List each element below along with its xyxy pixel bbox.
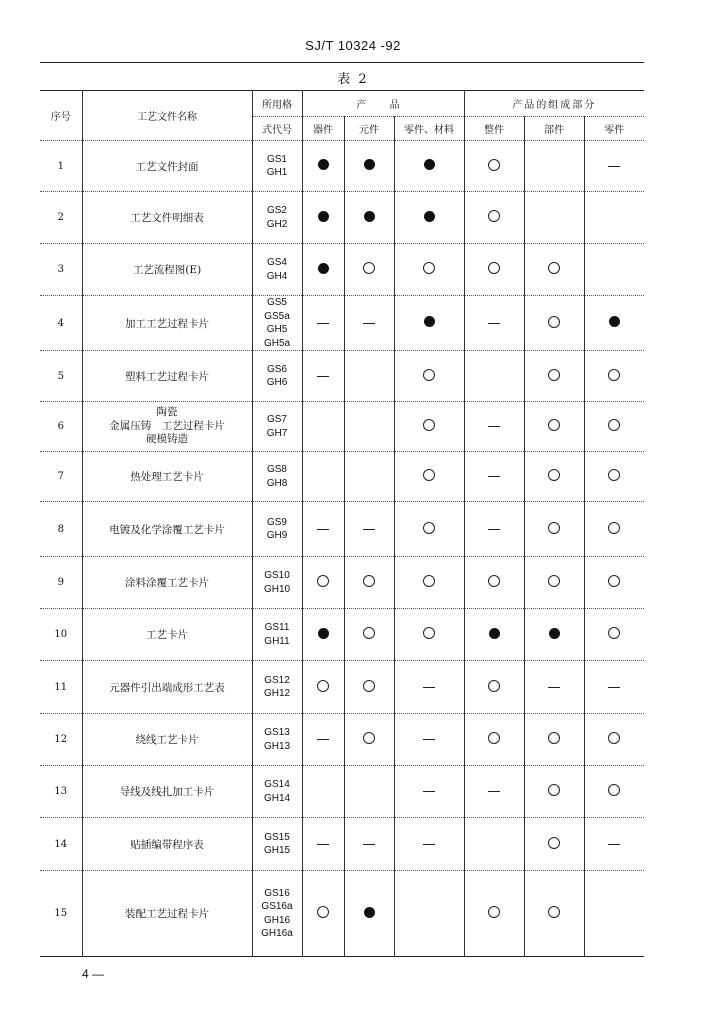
document-name: 装配工艺过程卡片 <box>82 871 252 957</box>
filled-circle-icon <box>549 628 560 639</box>
dash-icon <box>363 323 375 324</box>
format-codes <box>252 871 302 957</box>
applicability-cell <box>302 244 344 296</box>
table-row <box>40 766 644 818</box>
col-subassembly: 部件 <box>524 117 584 141</box>
format-code: GS13 <box>264 727 290 738</box>
col-name: 工艺文件名称 <box>82 91 252 141</box>
dash-icon <box>488 529 500 530</box>
applicability-cell <box>302 766 344 818</box>
applicability-cell <box>524 192 584 244</box>
applicability-cell <box>464 351 524 402</box>
applicability-cell <box>464 402 524 452</box>
applicability-cell <box>302 714 344 766</box>
col-group-product: 产 品 <box>302 91 464 117</box>
applicability-cell <box>464 609 524 661</box>
row-number: 15 <box>40 871 82 957</box>
dash-icon <box>317 529 329 530</box>
filled-circle-icon <box>609 316 620 327</box>
applicability-cell <box>394 351 464 402</box>
applicability-cell <box>524 609 584 661</box>
format-codes <box>252 452 302 502</box>
row-number: 13 <box>40 766 82 818</box>
format-code: GS9 <box>266 516 287 528</box>
document-name <box>82 402 252 452</box>
format-code: GS7 <box>266 414 287 425</box>
table-body <box>40 141 644 957</box>
open-circle-icon <box>488 159 500 171</box>
col-part-material: 零件、材料 <box>394 117 464 141</box>
applicability-cell <box>302 871 344 957</box>
format-code: GS14 <box>264 779 290 790</box>
applicability-cell <box>394 502 464 557</box>
applicability-cell <box>394 244 464 296</box>
table-row <box>40 244 644 296</box>
applicability-cell <box>394 452 464 502</box>
applicability-cell <box>584 714 644 766</box>
applicability-cell <box>344 502 394 557</box>
table-row <box>40 452 644 502</box>
applicability-cell <box>344 192 394 244</box>
applicability-cell <box>464 244 524 296</box>
open-circle-icon <box>363 680 375 692</box>
page-number: 4 — <box>82 967 105 981</box>
applicability-cell <box>302 609 344 661</box>
open-circle-icon <box>548 575 560 587</box>
applicability-cell <box>464 192 524 244</box>
format-codes <box>252 609 302 661</box>
format-code: GH12 <box>263 688 291 699</box>
open-circle-icon <box>608 469 620 481</box>
open-circle-icon <box>363 262 375 274</box>
open-circle-icon <box>317 906 329 918</box>
format-codes <box>252 557 302 609</box>
table-row <box>40 661 644 714</box>
filled-circle-icon <box>364 211 375 222</box>
document-name: 塑料工艺过程卡片 <box>82 351 252 402</box>
row-number: 9 <box>40 557 82 609</box>
format-code: GH11 <box>264 635 290 647</box>
header-row-1 <box>40 91 644 117</box>
applicability-cell <box>524 714 584 766</box>
dash-icon <box>423 844 435 845</box>
format-code: GH15 <box>263 845 291 856</box>
applicability-cell <box>464 452 524 502</box>
applicability-cell <box>524 141 584 192</box>
dash-icon <box>488 426 500 427</box>
applicability-cell <box>464 502 524 557</box>
col-group-parts: 产品的组成部分 <box>464 91 644 117</box>
filled-circle-icon <box>364 159 375 170</box>
format-code: GS1 <box>266 153 287 165</box>
open-circle-icon <box>488 210 500 222</box>
format-code: GH9 <box>266 530 288 541</box>
applicability-cell <box>302 296 344 351</box>
open-circle-icon <box>363 575 375 587</box>
open-circle-icon <box>488 680 500 692</box>
dash-icon <box>363 844 375 845</box>
applicability-cell <box>302 141 344 192</box>
open-circle-icon <box>548 906 560 918</box>
format-codes <box>252 192 302 244</box>
table-row <box>40 296 644 351</box>
document-name: 热处理工艺卡片 <box>82 452 252 502</box>
filled-circle-icon <box>424 211 435 222</box>
dash-icon <box>317 739 329 740</box>
format-code: GH8 <box>266 477 288 489</box>
format-code: GS5a <box>264 310 290 322</box>
format-codes <box>252 714 302 766</box>
table-row <box>40 609 644 661</box>
process-document-table <box>40 90 644 957</box>
document-name: 加工工艺过程卡片 <box>82 296 252 351</box>
open-circle-icon <box>423 522 435 534</box>
row-number: 6 <box>40 402 82 452</box>
applicability-cell <box>394 661 464 714</box>
applicability-cell <box>344 557 394 609</box>
applicability-cell <box>524 557 584 609</box>
applicability-cell <box>524 452 584 502</box>
filled-circle-icon <box>424 316 435 327</box>
applicability-cell <box>464 141 524 192</box>
applicability-cell <box>584 557 644 609</box>
applicability-cell <box>344 661 394 714</box>
open-circle-icon <box>608 419 620 431</box>
format-code: GH1 <box>266 167 288 178</box>
open-circle-icon <box>608 784 620 796</box>
applicability-cell <box>524 402 584 452</box>
open-circle-icon <box>608 575 620 587</box>
row-number: 1 <box>40 141 82 192</box>
applicability-cell <box>584 192 644 244</box>
col-assembly: 整件 <box>464 117 524 141</box>
table-row <box>40 871 644 957</box>
format-code: GH14 <box>263 792 291 804</box>
format-code: GH16a <box>261 928 293 939</box>
applicability-cell <box>344 244 394 296</box>
document-name: 工艺卡片 <box>82 609 252 661</box>
row-number: 4 <box>40 296 82 351</box>
applicability-cell <box>394 818 464 871</box>
applicability-cell <box>394 402 464 452</box>
applicability-cell <box>464 818 524 871</box>
applicability-cell <box>394 296 464 351</box>
open-circle-icon <box>423 627 435 639</box>
table-row <box>40 141 644 192</box>
applicability-cell <box>394 192 464 244</box>
filled-circle-icon <box>318 628 329 639</box>
applicability-cell <box>344 402 394 452</box>
format-code: GS16a <box>261 901 293 912</box>
dash-icon <box>488 476 500 477</box>
applicability-cell <box>344 609 394 661</box>
dash-icon <box>488 323 500 324</box>
open-circle-icon <box>488 262 500 274</box>
format-code: GS5 <box>266 297 287 308</box>
format-code: GS6 <box>266 363 287 375</box>
dash-icon <box>608 166 620 167</box>
row-number: 5 <box>40 351 82 402</box>
dash-icon <box>423 739 435 740</box>
applicability-cell <box>302 452 344 502</box>
col-seq: 序号 <box>40 91 82 141</box>
applicability-cell <box>302 351 344 402</box>
row-number: 14 <box>40 818 82 871</box>
col-code-line1: 所用格 <box>252 91 302 117</box>
row-number: 11 <box>40 661 82 714</box>
document-name: 工艺流程图(E) <box>82 244 252 296</box>
format-codes <box>252 296 302 351</box>
applicability-cell <box>584 244 644 296</box>
open-circle-icon <box>423 469 435 481</box>
applicability-cell <box>394 871 464 957</box>
document-name-line: 金属压铸 工艺过程卡片 <box>109 419 225 432</box>
format-codes <box>252 141 302 192</box>
document-name: 电镀及化学涂覆工艺卡片 <box>82 502 252 557</box>
dash-icon <box>548 687 560 688</box>
open-circle-icon <box>423 369 435 381</box>
open-circle-icon <box>363 627 375 639</box>
applicability-cell <box>344 714 394 766</box>
format-code: GS8 <box>266 464 287 475</box>
open-circle-icon <box>363 732 375 744</box>
format-codes <box>252 502 302 557</box>
table-row <box>40 192 644 244</box>
table-row <box>40 402 644 452</box>
document-name: 涂料涂覆工艺卡片 <box>82 557 252 609</box>
open-circle-icon <box>608 627 620 639</box>
col-code-line2: 式代号 <box>252 117 302 141</box>
format-codes <box>252 244 302 296</box>
open-circle-icon <box>608 522 620 534</box>
col-component: 元件 <box>344 117 394 141</box>
applicability-cell <box>584 818 644 871</box>
format-code: GS4 <box>266 257 287 268</box>
dash-icon <box>423 791 435 792</box>
open-circle-icon <box>488 732 500 744</box>
applicability-cell <box>302 402 344 452</box>
open-circle-icon <box>548 784 560 796</box>
document-name: 工艺文件封面 <box>82 141 252 192</box>
applicability-cell <box>584 661 644 714</box>
format-codes <box>252 351 302 402</box>
applicability-cell <box>344 818 394 871</box>
applicability-cell <box>464 557 524 609</box>
applicability-cell <box>584 609 644 661</box>
filled-circle-icon <box>424 159 435 170</box>
applicability-cell <box>584 296 644 351</box>
dash-icon <box>363 529 375 530</box>
applicability-cell <box>524 244 584 296</box>
applicability-cell <box>464 714 524 766</box>
applicability-cell <box>302 192 344 244</box>
applicability-cell <box>524 351 584 402</box>
format-code: GH13 <box>263 740 291 752</box>
document-name: 导线及线扎加工卡片 <box>82 766 252 818</box>
open-circle-icon <box>423 575 435 587</box>
applicability-cell <box>584 452 644 502</box>
format-codes <box>252 661 302 714</box>
applicability-cell <box>302 502 344 557</box>
table-row <box>40 714 644 766</box>
format-code: GS12 <box>264 674 290 686</box>
applicability-cell <box>584 766 644 818</box>
applicability-cell <box>464 766 524 818</box>
dash-icon <box>317 323 329 324</box>
format-code: GH16 <box>263 914 291 926</box>
table-row <box>40 351 644 402</box>
col-part: 零件 <box>584 117 644 141</box>
dash-icon <box>608 687 620 688</box>
table-row <box>40 557 644 609</box>
format-code: GH5a <box>263 337 291 349</box>
applicability-cell <box>344 296 394 351</box>
open-circle-icon <box>548 419 560 431</box>
applicability-cell <box>344 871 394 957</box>
applicability-cell <box>302 557 344 609</box>
applicability-cell <box>584 402 644 452</box>
format-code: GH10 <box>263 583 291 595</box>
applicability-cell <box>524 502 584 557</box>
applicability-cell <box>524 871 584 957</box>
open-circle-icon <box>423 262 435 274</box>
applicability-cell <box>464 296 524 351</box>
format-code: GH2 <box>266 218 288 230</box>
applicability-cell <box>584 351 644 402</box>
applicability-cell <box>344 141 394 192</box>
table-row <box>40 502 644 557</box>
row-number: 10 <box>40 609 82 661</box>
open-circle-icon <box>488 575 500 587</box>
document-name-line: 陶瓷 <box>156 406 178 419</box>
applicability-cell <box>394 766 464 818</box>
applicability-cell <box>302 661 344 714</box>
document-name: 元器件引出端成形工艺表 <box>82 661 252 714</box>
format-code: GH7 <box>266 427 288 439</box>
filled-circle-icon <box>318 159 329 170</box>
table-caption: 表 2 <box>337 72 369 87</box>
format-code: GS2 <box>266 205 287 216</box>
format-code: GS10 <box>264 570 290 581</box>
dash-icon <box>423 687 435 688</box>
open-circle-icon <box>548 469 560 481</box>
applicability-cell <box>344 351 394 402</box>
row-number: 3 <box>40 244 82 296</box>
open-circle-icon <box>608 369 620 381</box>
row-number: 2 <box>40 192 82 244</box>
format-code: GS11 <box>264 622 290 633</box>
dash-icon <box>317 376 329 377</box>
applicability-cell <box>464 661 524 714</box>
applicability-cell <box>584 502 644 557</box>
open-circle-icon <box>317 575 329 587</box>
applicability-cell <box>344 766 394 818</box>
document-name-line: 硬模铸造 <box>146 433 188 446</box>
filled-circle-icon <box>318 211 329 222</box>
format-code: GS16 <box>264 887 290 899</box>
open-circle-icon <box>548 732 560 744</box>
dash-icon <box>317 844 329 845</box>
applicability-cell <box>394 557 464 609</box>
row-number: 12 <box>40 714 82 766</box>
open-circle-icon <box>548 262 560 274</box>
filled-circle-icon <box>489 628 500 639</box>
open-circle-icon <box>548 837 560 849</box>
table-row <box>40 818 644 871</box>
open-circle-icon <box>317 680 329 692</box>
applicability-cell <box>524 766 584 818</box>
filled-circle-icon <box>364 907 375 918</box>
applicability-cell <box>584 141 644 192</box>
format-code: GS15 <box>264 831 290 843</box>
standard-code: SJ/T 10324 -92 <box>305 38 401 53</box>
applicability-cell <box>394 714 464 766</box>
applicability-cell <box>524 661 584 714</box>
col-device: 器件 <box>302 117 344 141</box>
open-circle-icon <box>548 369 560 381</box>
format-code: GH6 <box>266 377 288 388</box>
format-code: GH5 <box>266 324 288 335</box>
document-name: 绕线工艺卡片 <box>82 714 252 766</box>
row-number: 7 <box>40 452 82 502</box>
format-code: GH4 <box>266 270 288 282</box>
open-circle-icon <box>608 732 620 744</box>
filled-circle-icon <box>318 263 329 274</box>
applicability-cell <box>464 871 524 957</box>
row-number: 8 <box>40 502 82 557</box>
dash-icon <box>608 844 620 845</box>
open-circle-icon <box>423 419 435 431</box>
format-codes <box>252 402 302 452</box>
open-circle-icon <box>488 906 500 918</box>
document-name: 贴插编带程序表 <box>82 818 252 871</box>
applicability-cell <box>524 296 584 351</box>
format-codes <box>252 766 302 818</box>
open-circle-icon <box>548 522 560 534</box>
applicability-cell <box>302 818 344 871</box>
applicability-cell <box>344 452 394 502</box>
header-rule <box>40 62 644 63</box>
applicability-cell <box>584 871 644 957</box>
dash-icon <box>488 791 500 792</box>
format-codes <box>252 818 302 871</box>
applicability-cell <box>394 141 464 192</box>
applicability-cell <box>394 609 464 661</box>
applicability-cell <box>524 818 584 871</box>
open-circle-icon <box>548 316 560 328</box>
document-name: 工艺文件明细表 <box>82 192 252 244</box>
